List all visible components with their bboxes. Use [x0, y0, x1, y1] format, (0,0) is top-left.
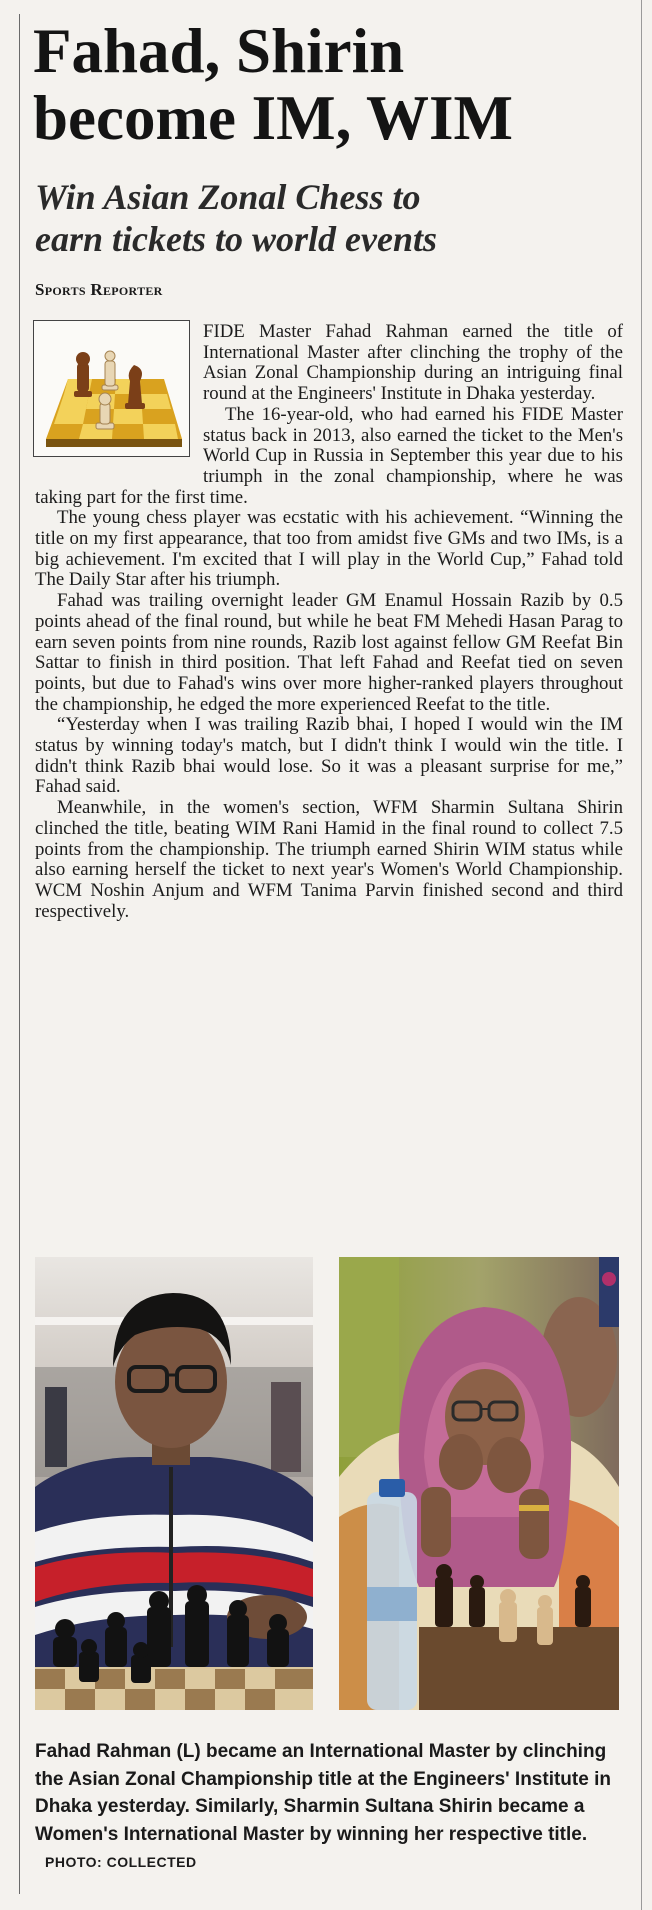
- photo-fahad-rahman: [35, 1257, 313, 1710]
- paragraph-3: The young chess player was ecstatic with his achievement. “Winning the title on my first appearance, that too from amidst five GMs and two IMs, is a big achievement. I'm excited that I will play in the World Cup,” Fahad told The Daily Star after his triumph.: [35, 507, 623, 591]
- photo-credit: PHOTO: COLLECTED: [45, 1854, 197, 1870]
- byline: Sports Reporter: [35, 280, 163, 299]
- paragraph-2: The 16-year-old, who had earned his FIDE Master status back in 2013, also earned the ticket to the Men's World Cup in Russia in September this year due to his triumph in the zonal championship, where he was taking part for the first time.: [35, 403, 623, 508]
- photo-caption: [35, 1738, 630, 1877]
- subheadline: [35, 176, 635, 260]
- subhead-line-2: earn tickets to world events: [35, 219, 437, 259]
- paragraph-6: Meanwhile, in the women's section, WFM Sharmin Sultana Shirin clinched the title, beating WIM Rani Hamid in the final round to collect 7.5 points from the championship. The triumph earned Shirin WIM status while also earning herself the ticket to next year's Women's World Championship. WCM Noshin Anjum and WFM Tanima Parvin finished second and third respectively.: [35, 797, 623, 922]
- paragraph-1: FIDE Master Fahad Rahman earned the title of International Master after clinching the trophy of the Asian Zonal Championship during an intriguing final round at the Engineers' Institute in Dhaka yesterday.: [203, 321, 623, 405]
- headline-line-1: Fahad, Shirin: [33, 16, 405, 86]
- headline-line-2: become IM, WIM: [33, 83, 513, 153]
- paragraph-5: “Yesterday when I was trailing Razib bhai, I hoped I would win the IM status by winning today's match, but I didn't think I would win the title. I didn't think Razib bhai would lose. So it was a pleasant surprise for me,” Fahad said.: [35, 714, 623, 798]
- subhead-line-1: Win Asian Zonal Chess to: [35, 177, 421, 217]
- column-rule-right: [641, 0, 642, 1910]
- photo-sharmin-sultana-shirin: [339, 1257, 619, 1710]
- column-rule-left: [19, 14, 20, 1894]
- headline: [33, 18, 633, 152]
- article-body: [35, 322, 623, 922]
- caption-text: Fahad Rahman (L) became an International Master by clinching the Asian Zonal Championship title at the Engineers' Institute in Dhaka yesterday. Similarly, Sharmin Sultana Shirin became a Women's International Master by winning her respective title.: [35, 1741, 611, 1845]
- paragraph-4: Fahad was trailing overnight leader GM Enamul Hossain Razib by 0.5 points ahead of the final round, but while he beat FM Mehedi Hasan Parag to earn seven points from nine rounds, Razib lost against fellow GM Reefat Bin Sattar to finish in third position. That left Fahad and Reefat tied on seven points, but due to Fahad's wins over more higher-ranked players throughout the championship, he edged the more experienced Reefat to the title.: [35, 590, 623, 715]
